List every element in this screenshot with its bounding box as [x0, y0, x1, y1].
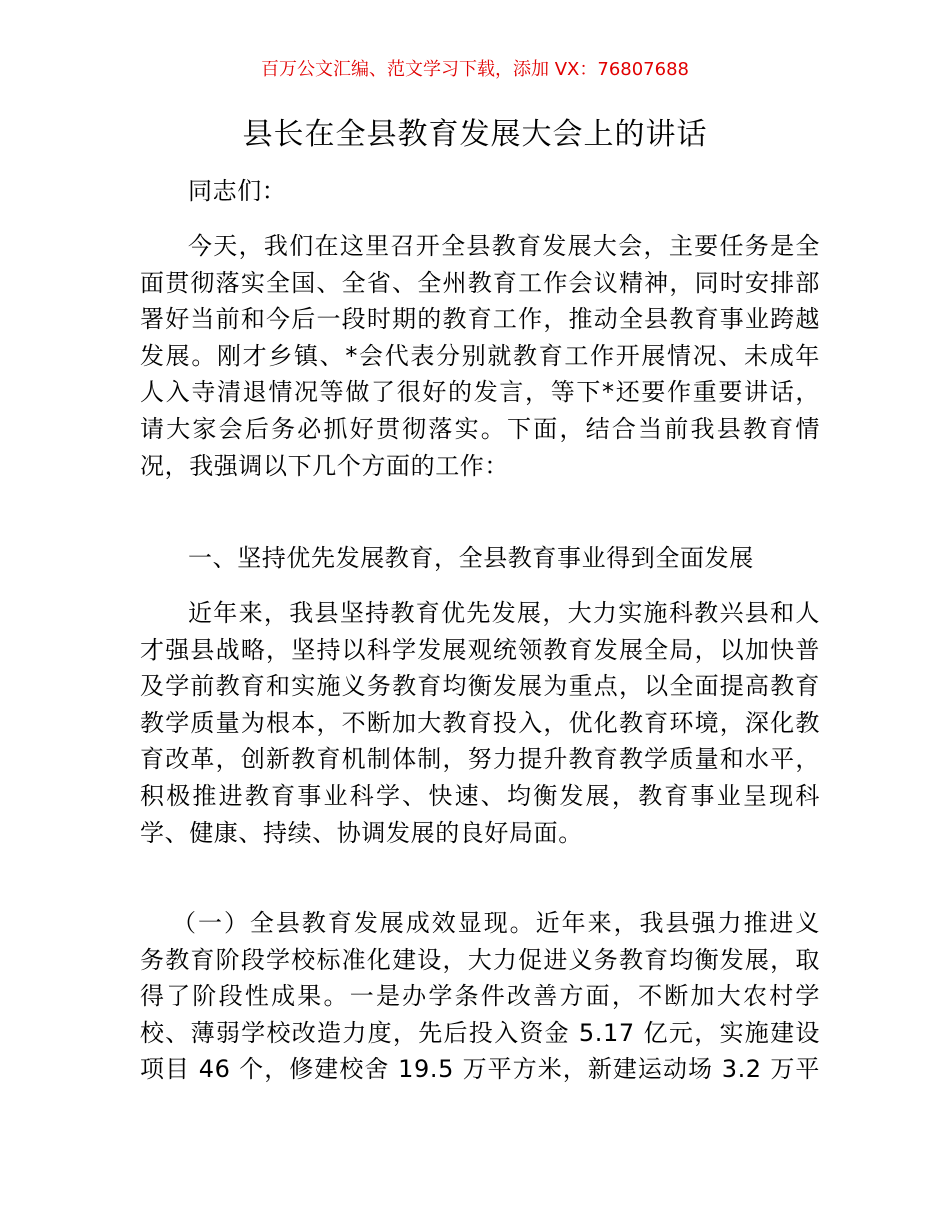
document-title: 县长在全县教育发展大会上的讲话 — [242, 117, 708, 152]
paragraph-1 — [140, 228, 820, 484]
text-line: 校、薄弱学校改造力度，先后投入资金 5.17 亿元，实施建设 — [140, 1018, 820, 1047]
text-line: 今天，我们在这里召开全县教育发展大会，主要任务是全 — [188, 232, 820, 260]
section-1-heading-block — [140, 540, 820, 577]
text-line: 面贯彻落实全国、全省、全州教育工作会议精神，同时安排部 — [140, 268, 820, 297]
text-line: 才强县战略，坚持以科学发展观统领教育发展全局，以加快普 — [140, 635, 820, 664]
salutation-block — [140, 173, 820, 210]
text-line: 积极推进教育事业科学、快速、均衡发展，教育事业呈现科 — [140, 781, 820, 810]
section-heading: 一、坚持优先发展教育，全县教育事业得到全面发展 — [188, 544, 754, 572]
text-line: 署好当前和今后一段时期的教育工作，推动全县教育事业跨越 — [140, 305, 820, 334]
text-line: 育改革，创新教育机制体制，努力提升教育教学质量和水平， — [140, 745, 820, 774]
text-line: 学、健康、持续、协调发展的良好局面。 — [140, 818, 583, 847]
paragraph-2 — [140, 595, 820, 851]
text-line: 及学前教育和实施义务教育均衡发展为重点，以全面提高教育 — [140, 672, 820, 701]
text-line: 请大家会后务必抓好贯彻落实。下面，结合当前我县教育情 — [140, 414, 820, 443]
text-line: 近年来，我县坚持教育优先发展，大力实施科教兴县和人 — [188, 599, 820, 627]
text-line: （一）全县教育发展成效显现。近年来，我县强力推进义 — [172, 909, 820, 937]
text-line: 务教育阶段学校标准化建设，大力促进义务教育均衡发展，取 — [140, 945, 820, 974]
text-line: 教学质量为根本，不断加大教育投入，优化教育环境，深化教 — [140, 708, 820, 737]
salutation: 同志们： — [188, 177, 287, 205]
paragraph-3 — [140, 905, 820, 1088]
promo-header: 百万公文汇编、范文学习下载，添加 VX：76807688 — [261, 59, 689, 80]
text-line: 项目 46 个，修建校舍 19.5 万平方米，新建运动场 3.2 万平 — [140, 1055, 820, 1084]
text-line: 况，我强调以下几个方面的工作： — [140, 451, 509, 480]
text-line: 得了阶段性成果。一是办学条件改善方面，不断加大农村学 — [140, 982, 820, 1011]
text-line: 人入寺清退情况等做了很好的发言，等下*还要作重要讲话， — [140, 378, 820, 407]
text-line: 发展。刚才乡镇、*会代表分别就教育工作开展情况、未成年 — [140, 341, 820, 370]
